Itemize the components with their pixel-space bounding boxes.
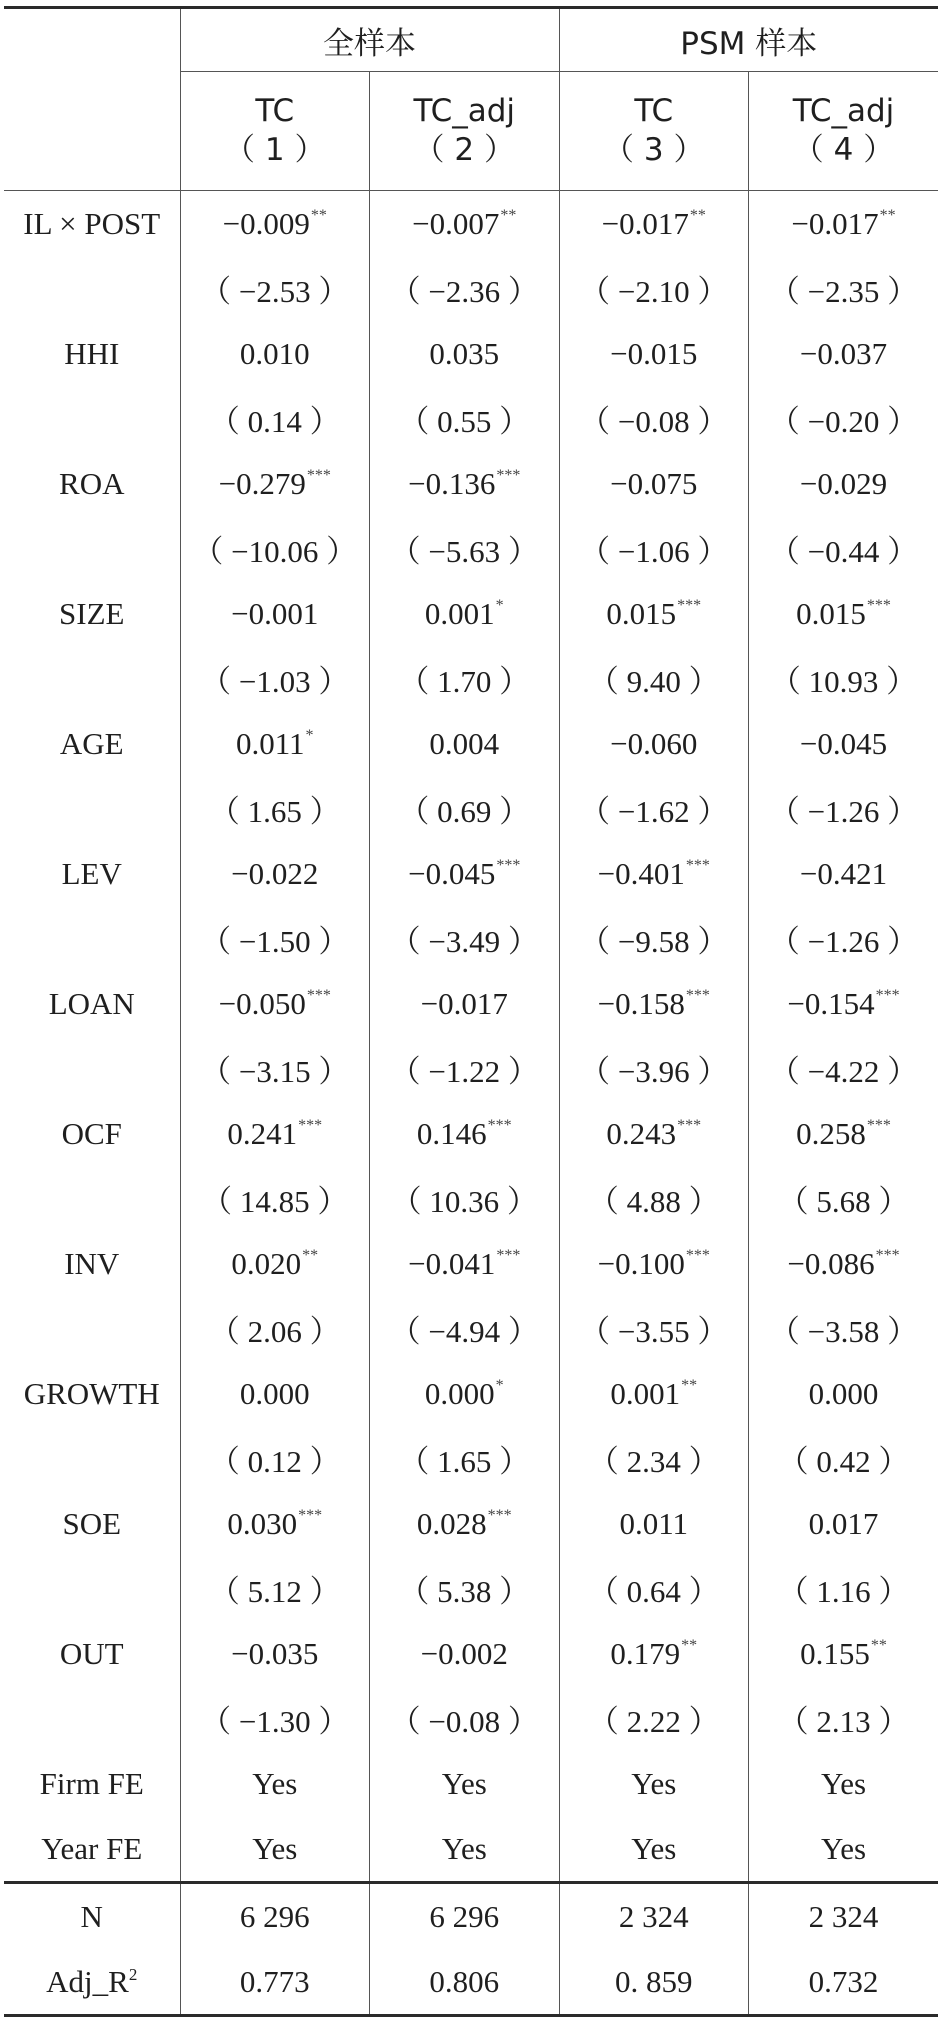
coefficient-cell bbox=[559, 971, 749, 1036]
fixed-effect-value: Yes bbox=[559, 1751, 749, 1816]
coefficient-value: −0.041 bbox=[408, 1245, 496, 1281]
t-stat-cell: （ −3.55 ） bbox=[559, 1296, 749, 1361]
coefficient-value: 0.000 bbox=[424, 1375, 495, 1411]
blank-label bbox=[4, 1166, 180, 1231]
coefficient-value: 0.258 bbox=[796, 1115, 866, 1151]
coefficient-value: −0.100 bbox=[597, 1245, 685, 1281]
coefficient-cell bbox=[180, 841, 370, 906]
significance-stars: *** bbox=[875, 1246, 900, 1264]
coefficient-cell bbox=[559, 451, 749, 516]
t-stat-cell: （ −2.35 ） bbox=[749, 256, 939, 321]
variable-label: LOAN bbox=[48, 985, 135, 1021]
coefficient-value: −0.045 bbox=[799, 725, 888, 761]
variable-label: OUT bbox=[59, 1635, 124, 1671]
blank-label bbox=[4, 1426, 180, 1491]
coefficient-value: 0.030 bbox=[227, 1505, 298, 1541]
coefficient-value: 0.010 bbox=[239, 335, 310, 371]
t-stat-cell: （ −1.26 ） bbox=[749, 906, 939, 971]
coefficient-cell bbox=[370, 711, 560, 776]
coefficient-value: 0.017 bbox=[808, 1505, 879, 1541]
t-stat-cell: （ 0.69 ） bbox=[370, 776, 560, 841]
adj-r2-label: Adj_R bbox=[46, 1963, 129, 1999]
blank-label bbox=[4, 646, 180, 711]
significance-stars: *** bbox=[298, 1506, 323, 1524]
t-stat-cell: （ 2.13 ） bbox=[749, 1686, 939, 1751]
table-row bbox=[4, 1361, 938, 1426]
t-stat-cell: （ −0.44 ） bbox=[749, 516, 939, 581]
coefficient-cell bbox=[749, 581, 939, 646]
table-row bbox=[4, 646, 938, 711]
coefficient-value: 0.020 bbox=[231, 1245, 302, 1281]
significance-stars: *** bbox=[496, 1246, 521, 1264]
table-row bbox=[4, 1231, 938, 1296]
coefficient-value: 0.179 bbox=[610, 1635, 681, 1671]
coefficient-value: 0.004 bbox=[429, 725, 500, 761]
coefficient-cell bbox=[749, 1491, 939, 1556]
t-stat-cell: （ −3.49 ） bbox=[370, 906, 560, 971]
fixed-effect-value: Yes bbox=[749, 1816, 939, 1883]
fixed-effect-value: Yes bbox=[370, 1816, 560, 1883]
fixed-effect-value: Yes bbox=[370, 1751, 560, 1816]
fixed-effect-label: Year FE bbox=[41, 1830, 143, 1866]
adj-r2-value: 0.773 bbox=[180, 1949, 370, 2016]
coefficient-cell bbox=[180, 1361, 370, 1426]
table-row bbox=[4, 776, 938, 841]
blank-label bbox=[4, 1036, 180, 1101]
adj-r2-value: 0.806 bbox=[370, 1949, 560, 2016]
adj-r2-row bbox=[4, 1949, 938, 2016]
table-row bbox=[4, 1556, 938, 1621]
variable-label: SIZE bbox=[59, 595, 125, 631]
fixed-effect-value: Yes bbox=[559, 1816, 749, 1883]
t-stat-cell: （ 0.12 ） bbox=[180, 1426, 370, 1491]
t-stat-cell: （ −0.08 ） bbox=[370, 1686, 560, 1751]
table-row bbox=[4, 1296, 938, 1361]
coefficient-cell bbox=[370, 841, 560, 906]
header-blank bbox=[4, 72, 180, 191]
t-stat-cell: （ 4.88 ） bbox=[559, 1166, 749, 1231]
fixed-effect-value: Yes bbox=[749, 1751, 939, 1816]
table-header bbox=[4, 8, 938, 191]
t-stat-cell: （ 5.38 ） bbox=[370, 1556, 560, 1621]
t-stat-cell: （ 10.36 ） bbox=[370, 1166, 560, 1231]
coefficient-cell bbox=[749, 711, 939, 776]
table-body bbox=[4, 191, 938, 2016]
t-stat-cell: （ −3.58 ） bbox=[749, 1296, 939, 1361]
coefficient-cell bbox=[180, 711, 370, 776]
observations-value: 2 324 bbox=[559, 1883, 749, 1950]
regression-table bbox=[4, 6, 938, 2017]
coefficient-value: −0.007 bbox=[412, 205, 500, 241]
coefficient-cell bbox=[370, 1231, 560, 1296]
t-stat-cell: （ 9.40 ） bbox=[559, 646, 749, 711]
t-stat-cell: （ −5.63 ） bbox=[370, 516, 560, 581]
variable-label: HHI bbox=[64, 335, 120, 371]
coefficient-value: −0.002 bbox=[420, 1635, 508, 1671]
t-stat-cell: （ −4.94 ） bbox=[370, 1296, 560, 1361]
coefficient-value: 0.015 bbox=[606, 595, 677, 631]
blank-label bbox=[4, 1556, 180, 1621]
t-stat-cell: （ −2.10 ） bbox=[559, 256, 749, 321]
coefficient-value: 0.000 bbox=[239, 1375, 310, 1411]
observations-value: 2 324 bbox=[749, 1883, 939, 1950]
coefficient-cell bbox=[749, 191, 939, 257]
table-row bbox=[4, 1491, 938, 1556]
t-stat-cell: （ 5.12 ） bbox=[180, 1556, 370, 1621]
t-stat-cell: （ 0.55 ） bbox=[370, 386, 560, 451]
coefficient-value: −0.075 bbox=[610, 465, 698, 501]
coefficient-value: −0.060 bbox=[610, 725, 698, 761]
coefficient-cell bbox=[749, 841, 939, 906]
coefficient-value: 0.015 bbox=[796, 595, 866, 631]
variable-label: LEV bbox=[61, 855, 122, 891]
significance-stars: ** bbox=[879, 206, 896, 224]
significance-stars: *** bbox=[677, 596, 702, 614]
coefficient-value: −0.401 bbox=[597, 855, 685, 891]
coefficient-cell bbox=[559, 581, 749, 646]
coefficient-cell bbox=[370, 971, 560, 1036]
t-stat-cell: （ 5.68 ） bbox=[749, 1166, 939, 1231]
t-stat-cell: （ −1.06 ） bbox=[559, 516, 749, 581]
column-header bbox=[749, 72, 939, 191]
column-name: TC_adj bbox=[792, 93, 895, 129]
coefficient-cell bbox=[180, 1621, 370, 1686]
significance-stars: *** bbox=[685, 1246, 710, 1264]
t-stat-cell: （ 10.93 ） bbox=[749, 646, 939, 711]
variable-label: SOE bbox=[62, 1505, 122, 1541]
coefficient-value: 0.035 bbox=[429, 335, 500, 371]
significance-stars: ** bbox=[310, 206, 327, 224]
blank-label bbox=[4, 1686, 180, 1751]
coefficient-cell bbox=[559, 1231, 749, 1296]
adj-r2-superscript: 2 bbox=[128, 1964, 138, 1984]
t-stat-cell: （ 0.14 ） bbox=[180, 386, 370, 451]
coefficient-value: −0.017 bbox=[420, 985, 508, 1021]
coefficient-value: −0.421 bbox=[799, 855, 888, 891]
coefficient-value: 0.011 bbox=[619, 1505, 689, 1541]
column-header bbox=[180, 72, 370, 191]
coefficient-value: −0.035 bbox=[231, 1635, 319, 1671]
fixed-effect-row bbox=[4, 1751, 938, 1816]
coefficient-cell bbox=[370, 451, 560, 516]
table-row bbox=[4, 906, 938, 971]
table-row bbox=[4, 711, 938, 776]
significance-stars: * bbox=[495, 1376, 504, 1394]
column-name: TC bbox=[255, 93, 295, 129]
coefficient-cell bbox=[370, 581, 560, 646]
coefficient-cell bbox=[180, 581, 370, 646]
significance-stars: *** bbox=[306, 466, 331, 484]
adj-r2-value: 0. 859 bbox=[559, 1949, 749, 2016]
coefficient-cell bbox=[559, 1621, 749, 1686]
table-row bbox=[4, 1686, 938, 1751]
variable-label: GROWTH bbox=[23, 1375, 160, 1411]
significance-stars: * bbox=[495, 596, 504, 614]
t-stat-cell: （ −1.50 ） bbox=[180, 906, 370, 971]
coefficient-value: −0.022 bbox=[231, 855, 319, 891]
t-stat-cell: （ −2.36 ） bbox=[370, 256, 560, 321]
coefficient-value: −0.279 bbox=[218, 465, 306, 501]
significance-stars: *** bbox=[487, 1116, 512, 1134]
table-row bbox=[4, 1166, 938, 1231]
t-stat-cell: （ −1.30 ） bbox=[180, 1686, 370, 1751]
column-number: （ 1 ） bbox=[224, 132, 326, 168]
adj-r2-label-cell bbox=[4, 1949, 180, 2016]
significance-stars: *** bbox=[487, 1506, 512, 1524]
significance-stars: *** bbox=[866, 1116, 891, 1134]
t-stat-cell: （ −10.06 ） bbox=[180, 516, 370, 581]
column-header bbox=[559, 72, 749, 191]
table-row bbox=[4, 1621, 938, 1686]
t-stat-cell: （ −2.53 ） bbox=[180, 256, 370, 321]
coefficient-cell bbox=[370, 1621, 560, 1686]
observations-value: 6 296 bbox=[370, 1883, 560, 1950]
coefficient-cell bbox=[559, 841, 749, 906]
significance-stars: ** bbox=[500, 206, 517, 224]
table-row bbox=[4, 1101, 938, 1166]
coefficient-value: −0.037 bbox=[799, 335, 888, 371]
blank-label bbox=[4, 1296, 180, 1361]
t-stat-cell: （ −1.62 ） bbox=[559, 776, 749, 841]
variable-label: IL × POST bbox=[23, 205, 161, 241]
coefficient-cell bbox=[559, 1491, 749, 1556]
coefficient-cell bbox=[370, 1101, 560, 1166]
significance-stars: ** bbox=[681, 1636, 698, 1654]
coefficient-value: −0.086 bbox=[787, 1245, 875, 1281]
t-stat-cell: （ 1.16 ） bbox=[749, 1556, 939, 1621]
column-header bbox=[370, 72, 560, 191]
coefficient-cell bbox=[749, 971, 939, 1036]
significance-stars: *** bbox=[866, 596, 891, 614]
t-stat-cell: （ 0.64 ） bbox=[559, 1556, 749, 1621]
coefficient-cell bbox=[180, 1491, 370, 1556]
coefficient-cell bbox=[559, 711, 749, 776]
coefficient-cell bbox=[749, 451, 939, 516]
significance-stars: *** bbox=[496, 466, 521, 484]
coefficient-cell bbox=[559, 1361, 749, 1426]
coefficient-value: 0.028 bbox=[416, 1505, 487, 1541]
t-stat-cell: （ 2.22 ） bbox=[559, 1686, 749, 1751]
coefficient-cell bbox=[559, 321, 749, 386]
coefficient-value: 0.011 bbox=[235, 725, 305, 761]
fixed-effect-value: Yes bbox=[180, 1751, 370, 1816]
coefficient-cell bbox=[180, 191, 370, 257]
blank-label bbox=[4, 516, 180, 581]
adj-r2-value: 0.732 bbox=[749, 1949, 939, 2016]
group-header-full-sample: 全样本 bbox=[180, 8, 559, 72]
table-row bbox=[4, 971, 938, 1036]
coefficient-cell bbox=[370, 1361, 560, 1426]
coefficient-value: −0.029 bbox=[799, 465, 888, 501]
coefficient-value: −0.015 bbox=[610, 335, 698, 371]
table-row bbox=[4, 256, 938, 321]
t-stat-cell: （ −1.22 ） bbox=[370, 1036, 560, 1101]
coefficient-cell bbox=[749, 1621, 939, 1686]
coefficient-cell bbox=[749, 1101, 939, 1166]
t-stat-cell: （ 1.70 ） bbox=[370, 646, 560, 711]
blank-label bbox=[4, 386, 180, 451]
observations-row bbox=[4, 1883, 938, 1950]
significance-stars: *** bbox=[306, 986, 331, 1004]
coefficient-value: 0.001 bbox=[424, 595, 495, 631]
table-row bbox=[4, 451, 938, 516]
significance-stars: *** bbox=[685, 986, 710, 1004]
fixed-effect-row bbox=[4, 1816, 938, 1883]
table-row bbox=[4, 191, 938, 257]
t-stat-cell: （ −3.96 ） bbox=[559, 1036, 749, 1101]
variable-label: AGE bbox=[59, 725, 124, 761]
coefficient-value: 0.000 bbox=[808, 1375, 879, 1411]
coefficient-value: 0.155 bbox=[800, 1635, 870, 1671]
coefficient-value: −0.158 bbox=[597, 985, 685, 1021]
t-stat-cell: （ −0.20 ） bbox=[749, 386, 939, 451]
table-row bbox=[4, 516, 938, 581]
table-row bbox=[4, 841, 938, 906]
t-stat-cell: （ −1.26 ） bbox=[749, 776, 939, 841]
blank-label bbox=[4, 906, 180, 971]
column-name: TC_adj bbox=[413, 93, 516, 129]
column-number: （ 4 ） bbox=[792, 132, 895, 168]
coefficient-value: 0.243 bbox=[606, 1115, 677, 1151]
blank-label bbox=[4, 256, 180, 321]
significance-stars: *** bbox=[685, 856, 710, 874]
coefficient-cell bbox=[559, 1101, 749, 1166]
t-stat-cell: （ 14.85 ） bbox=[180, 1166, 370, 1231]
coefficient-cell bbox=[749, 1361, 939, 1426]
significance-stars: *** bbox=[496, 856, 521, 874]
table-row bbox=[4, 386, 938, 451]
t-stat-cell: （ −3.15 ） bbox=[180, 1036, 370, 1101]
observations-value: 6 296 bbox=[180, 1883, 370, 1950]
table-row bbox=[4, 581, 938, 646]
significance-stars: ** bbox=[870, 1636, 887, 1654]
coefficient-cell bbox=[749, 1231, 939, 1296]
t-stat-cell: （ 2.06 ） bbox=[180, 1296, 370, 1361]
coefficient-cell bbox=[180, 321, 370, 386]
header-corner bbox=[4, 8, 180, 72]
variable-label: OCF bbox=[61, 1115, 122, 1151]
significance-stars: *** bbox=[298, 1116, 323, 1134]
coefficient-value: −0.050 bbox=[218, 985, 306, 1021]
t-stat-cell: （ 2.34 ） bbox=[559, 1426, 749, 1491]
variable-label: INV bbox=[64, 1245, 120, 1281]
fixed-effect-value: Yes bbox=[180, 1816, 370, 1883]
t-stat-cell: （ 0.42 ） bbox=[749, 1426, 939, 1491]
coefficient-cell bbox=[180, 1231, 370, 1296]
coefficient-value: 0.001 bbox=[610, 1375, 681, 1411]
coefficient-cell bbox=[559, 191, 749, 257]
t-stat-cell: （ 1.65 ） bbox=[180, 776, 370, 841]
table-row bbox=[4, 321, 938, 386]
significance-stars: ** bbox=[681, 1376, 698, 1394]
coefficient-value: 0.241 bbox=[227, 1115, 298, 1151]
t-stat-cell: （ −0.08 ） bbox=[559, 386, 749, 451]
coefficient-cell bbox=[180, 451, 370, 516]
coefficient-value: −0.017 bbox=[791, 205, 879, 241]
column-number: （ 2 ） bbox=[413, 132, 515, 168]
table-row bbox=[4, 1426, 938, 1491]
significance-stars: ** bbox=[689, 206, 706, 224]
t-stat-cell: （ −4.22 ） bbox=[749, 1036, 939, 1101]
coefficient-value: 0.146 bbox=[416, 1115, 487, 1151]
significance-stars: ** bbox=[302, 1246, 319, 1264]
fixed-effect-label: Firm FE bbox=[39, 1765, 144, 1801]
coefficient-cell bbox=[180, 971, 370, 1036]
blank-label bbox=[4, 776, 180, 841]
column-number: （ 3 ） bbox=[603, 132, 705, 168]
coefficient-cell bbox=[370, 1491, 560, 1556]
t-stat-cell: （ −9.58 ） bbox=[559, 906, 749, 971]
variable-label: ROA bbox=[59, 465, 125, 501]
coefficient-value: −0.136 bbox=[408, 465, 496, 501]
group-header-psm-sample: PSM 样本 bbox=[559, 8, 938, 72]
coefficient-cell bbox=[749, 321, 939, 386]
column-name: TC bbox=[634, 93, 674, 129]
coefficient-value: −0.017 bbox=[601, 205, 689, 241]
coefficient-cell bbox=[370, 191, 560, 257]
significance-stars: * bbox=[305, 726, 314, 744]
coefficient-value: −0.154 bbox=[787, 985, 875, 1021]
t-stat-cell: （ −1.03 ） bbox=[180, 646, 370, 711]
significance-stars: *** bbox=[677, 1116, 702, 1134]
coefficient-cell bbox=[180, 1101, 370, 1166]
coefficient-value: −0.045 bbox=[408, 855, 496, 891]
coefficient-cell bbox=[370, 321, 560, 386]
coefficient-value: −0.009 bbox=[222, 205, 310, 241]
observations-label: N bbox=[4, 1883, 180, 1950]
coefficient-value: −0.001 bbox=[231, 595, 319, 631]
table-row bbox=[4, 1036, 938, 1101]
t-stat-cell: （ 1.65 ） bbox=[370, 1426, 560, 1491]
significance-stars: *** bbox=[875, 986, 900, 1004]
